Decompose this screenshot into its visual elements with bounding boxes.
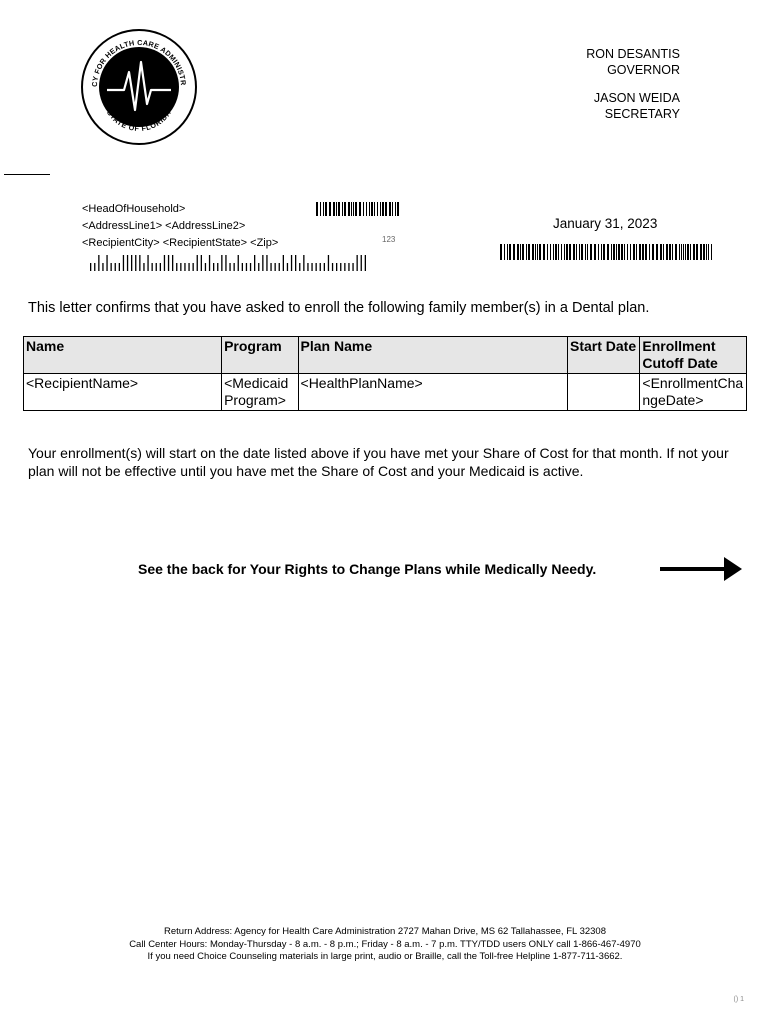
barcode-bar (123, 255, 124, 271)
barcode-bar (681, 244, 682, 260)
barcode-bar (607, 244, 609, 260)
fold-mark (4, 174, 50, 175)
barcode-bar (266, 255, 267, 271)
header-plan-name: Plan Name (298, 337, 567, 374)
barcode-bar (193, 263, 194, 271)
barcode-bar (353, 202, 354, 216)
barcode-bar (706, 244, 707, 260)
cell-plan-name: <HealthPlanName> (298, 374, 567, 411)
footer (0, 926, 770, 964)
page-mark: () 1 (733, 996, 744, 1003)
barcode-bar (703, 244, 705, 260)
barcode-bar (359, 202, 361, 216)
barcode-bar (513, 244, 515, 260)
header-enrollment-cutoff: Enrollment Cutoff Date (640, 337, 747, 374)
barcode-bar (660, 244, 662, 260)
barcode-bar (135, 255, 136, 271)
barcode-bar (217, 263, 218, 271)
barcode-bar (547, 244, 548, 260)
barcode-bar (566, 244, 568, 260)
barcode-bar (303, 255, 304, 271)
barcode-bar (395, 202, 396, 216)
barcode-bar (649, 244, 650, 260)
barcode-bar (369, 202, 370, 216)
header-program: Program (222, 337, 298, 374)
barcode-bar (535, 244, 536, 260)
barcode-bar (685, 244, 686, 260)
barcode-bar (275, 263, 276, 271)
barcode-bar (340, 263, 341, 271)
seal-bottom-text: STATE OF FLORIDA (105, 108, 173, 134)
footer-call-center: Call Center Hours: Monday-Thursday - 8 a.m. - 8 p.m.; Friday - 8 a.m. - 7 p.m. TTY/TDD users ONLY call 1-866-467-4970 (129, 938, 641, 950)
barcode-bar (520, 244, 521, 260)
barcode-bar (642, 244, 644, 260)
governor-name: RON DESANTIS (586, 47, 680, 61)
barcode-bar (320, 263, 321, 271)
secretary-title: SECRETARY (604, 107, 680, 121)
barcode-bar (561, 244, 562, 260)
barcode-bar (693, 244, 695, 260)
barcode-bar (115, 263, 116, 271)
cell-recipient-name: <RecipientName> (24, 374, 222, 411)
barcode-bar (111, 263, 112, 271)
barcode-bar (209, 255, 210, 271)
header-start-date: Start Date (568, 337, 640, 374)
barcode-bar (180, 263, 181, 271)
barcode-bar (573, 244, 575, 260)
barcode-bar (385, 202, 387, 216)
barcode-bar (225, 255, 226, 271)
barcode-bar (708, 244, 709, 260)
barcode-bar (152, 263, 153, 271)
barcode-bar (363, 202, 364, 216)
barcode-bar (254, 255, 255, 271)
barcode-bar (102, 263, 103, 271)
barcode-bar (500, 244, 502, 260)
barcode-bar (295, 255, 296, 271)
cell-start-date (568, 374, 640, 411)
barcode-bar (587, 244, 588, 260)
barcode-bar (328, 255, 329, 271)
barcode-bar (687, 244, 689, 260)
barcode-bar (246, 263, 247, 271)
barcode-bar (616, 244, 617, 260)
barcode-bar (242, 263, 243, 271)
barcode-bar (526, 244, 527, 260)
postal-barcode (90, 255, 370, 271)
barcode-bar (344, 202, 346, 216)
barcode-bar (377, 202, 378, 216)
barcode-bar (348, 263, 349, 271)
barcode-bar (307, 263, 308, 271)
barcode-bar (397, 202, 399, 216)
barcode-bar (352, 263, 353, 271)
barcode-bar (283, 255, 284, 271)
barcode-bar (279, 263, 280, 271)
cell-enrollment-change-date: <EnrollmentChangeDate> (640, 374, 747, 411)
header-name: Name (24, 337, 222, 374)
barcode-bar (598, 244, 599, 260)
address-line-3: <RecipientCity> <RecipientState> <Zip> (82, 237, 279, 249)
barcode-bar (188, 263, 189, 271)
barcode-bar (238, 255, 239, 271)
enrollment-paragraph: Your enrollment(s) will start on the date listed above if you have met your Share of Cost for that month. If not your plan will not be effective until you have met the Share of Cost and your Medicaid is active. (28, 445, 729, 479)
barcode-bar (679, 244, 680, 260)
barcode-bar (250, 263, 251, 271)
barcode-bar (594, 244, 596, 260)
agency-seal (80, 28, 198, 146)
barcode-bar (633, 244, 635, 260)
letter-date: January 31, 2023 (553, 216, 658, 231)
barcode-bar (143, 263, 144, 271)
barcode-bar (94, 263, 95, 271)
address-line-2: <AddressLine1> <AddressLine2> (82, 220, 246, 232)
barcode-bar (517, 244, 519, 260)
recipient-address (82, 201, 278, 252)
barcode-bar (287, 263, 288, 271)
barcode-bar (601, 244, 602, 260)
barcode-bar (205, 263, 206, 271)
barcode-bar (621, 244, 623, 260)
barcode-bar (639, 244, 641, 260)
barcode-bar (270, 263, 271, 271)
barcode-bar (291, 255, 292, 271)
barcode-bar (98, 255, 99, 271)
barcode-bar (332, 263, 333, 271)
barcode-bar (666, 244, 668, 260)
barcode-bar (613, 244, 615, 260)
right-arrow-icon (658, 554, 744, 589)
footer-return-address: Return Address: Agency for Health Care Administration 2727 Mahan Drive, MS 62 Tallahassee, FL 32308 (164, 926, 606, 937)
barcode-bar (553, 244, 554, 260)
barcode-bar (176, 263, 177, 271)
barcode-bar (564, 244, 565, 260)
address-line-1: <HeadOfHousehold> (82, 203, 186, 215)
table-row (24, 374, 747, 411)
barcode-bar (119, 263, 120, 271)
barcode-bar (213, 263, 214, 271)
mail-code: 123 (382, 235, 396, 244)
barcode-bar (590, 244, 592, 260)
table-header-row (24, 337, 747, 374)
barcode-bar (344, 263, 345, 271)
barcode-bar (690, 244, 691, 260)
barcode-bar (645, 244, 647, 260)
barcode-small (316, 202, 402, 216)
barcode-bar (258, 263, 259, 271)
barcode-bar (147, 255, 148, 271)
barcode-bar (311, 263, 312, 271)
barcode-bar (380, 202, 381, 216)
barcode-bar (127, 255, 128, 271)
barcode-bar (336, 263, 337, 271)
barcode-bar (164, 255, 165, 271)
barcode-bar (338, 202, 340, 216)
barcode-bar (558, 244, 559, 260)
barcode-bar (603, 244, 605, 260)
barcode-bar (618, 244, 620, 260)
enrollment-table (23, 336, 747, 411)
intro-text: This letter confirms that you have asked to enroll the following family member(s) in a Dental plan. (28, 300, 650, 316)
barcode-bar (365, 255, 366, 271)
barcode-bar (366, 202, 367, 216)
barcode-bar (581, 244, 583, 260)
barcode-bar (507, 244, 508, 260)
barcode-bar (624, 244, 625, 260)
officials-block (586, 46, 680, 122)
barcode-bar (627, 244, 628, 260)
barcode-bar (323, 202, 324, 216)
barcode-bar (325, 202, 327, 216)
barcode-bar (342, 202, 343, 216)
barcode-bar (197, 255, 198, 271)
barcode-bar (351, 202, 352, 216)
barcode-bar (131, 255, 132, 271)
barcode-bar (184, 263, 185, 271)
barcode-bar (329, 202, 331, 216)
barcode-bar (569, 244, 571, 260)
barcode-bar (156, 263, 157, 271)
barcode-bar (537, 244, 538, 260)
barcode-bar (585, 244, 586, 260)
barcode-bar (316, 263, 317, 271)
barcode-bar (374, 202, 375, 216)
barcode-large (500, 244, 714, 260)
seal-top-text: CY FOR HEALTH CARE ADMINISTR (89, 37, 189, 88)
barcode-bar (696, 244, 698, 260)
barcode-bar (90, 263, 91, 271)
barcode-bar (550, 244, 551, 260)
barcode-bar (355, 202, 357, 216)
barcode-bar (543, 244, 545, 260)
barcode-bar (656, 244, 658, 260)
barcode-bar (371, 202, 373, 216)
secretary-name: JASON WEIDA (593, 91, 680, 105)
back-page-note: See the back for Your Rights to Change Plans while Medically Needy. (138, 561, 597, 577)
barcode-bar (528, 244, 530, 260)
barcode-bar (392, 202, 393, 216)
barcode-bar (160, 263, 161, 271)
barcode-bar (669, 244, 671, 260)
barcode-bar (389, 202, 391, 216)
barcode-bar (348, 202, 350, 216)
barcode-bar (555, 244, 557, 260)
barcode-bar (221, 255, 222, 271)
barcode-bar (504, 244, 505, 260)
barcode-bar (576, 244, 577, 260)
barcode-bar (636, 244, 637, 260)
barcode-bar (320, 202, 321, 216)
barcode-bar (700, 244, 702, 260)
barcode-bar (672, 244, 673, 260)
barcode-bar (579, 244, 580, 260)
barcode-bar (172, 255, 173, 271)
barcode-bar (316, 202, 318, 216)
barcode-bar (675, 244, 677, 260)
barcode-bar (299, 263, 300, 271)
barcode-bar (522, 244, 524, 260)
barcode-bar (139, 255, 140, 271)
barcode-bar (357, 255, 358, 271)
barcode-bar (333, 202, 335, 216)
barcode-bar (663, 244, 664, 260)
barcode-bar (229, 263, 230, 271)
barcode-bar (509, 244, 511, 260)
barcode-bar (630, 244, 631, 260)
governor-title: GOVERNOR (607, 63, 680, 77)
barcode-bar (361, 255, 362, 271)
barcode-bar (324, 263, 325, 271)
barcode-bar (611, 244, 612, 260)
barcode-bar (711, 244, 712, 260)
barcode-bar (652, 244, 654, 260)
barcode-bar (532, 244, 534, 260)
barcode-bar (106, 255, 107, 271)
footer-choice-counseling: If you need Choice Counseling materials in large print, audio or Braille, call the Toll-free Helpline 1-877-711-3662. (147, 951, 623, 962)
barcode-bar (262, 255, 263, 271)
barcode-bar (234, 263, 235, 271)
barcode-bar (539, 244, 541, 260)
barcode-bar (336, 202, 337, 216)
barcode-bar (382, 202, 384, 216)
barcode-bar (683, 244, 684, 260)
barcode-bar (168, 255, 169, 271)
cell-program: <Medicaid Program> (222, 374, 298, 411)
barcode-bar (201, 255, 202, 271)
